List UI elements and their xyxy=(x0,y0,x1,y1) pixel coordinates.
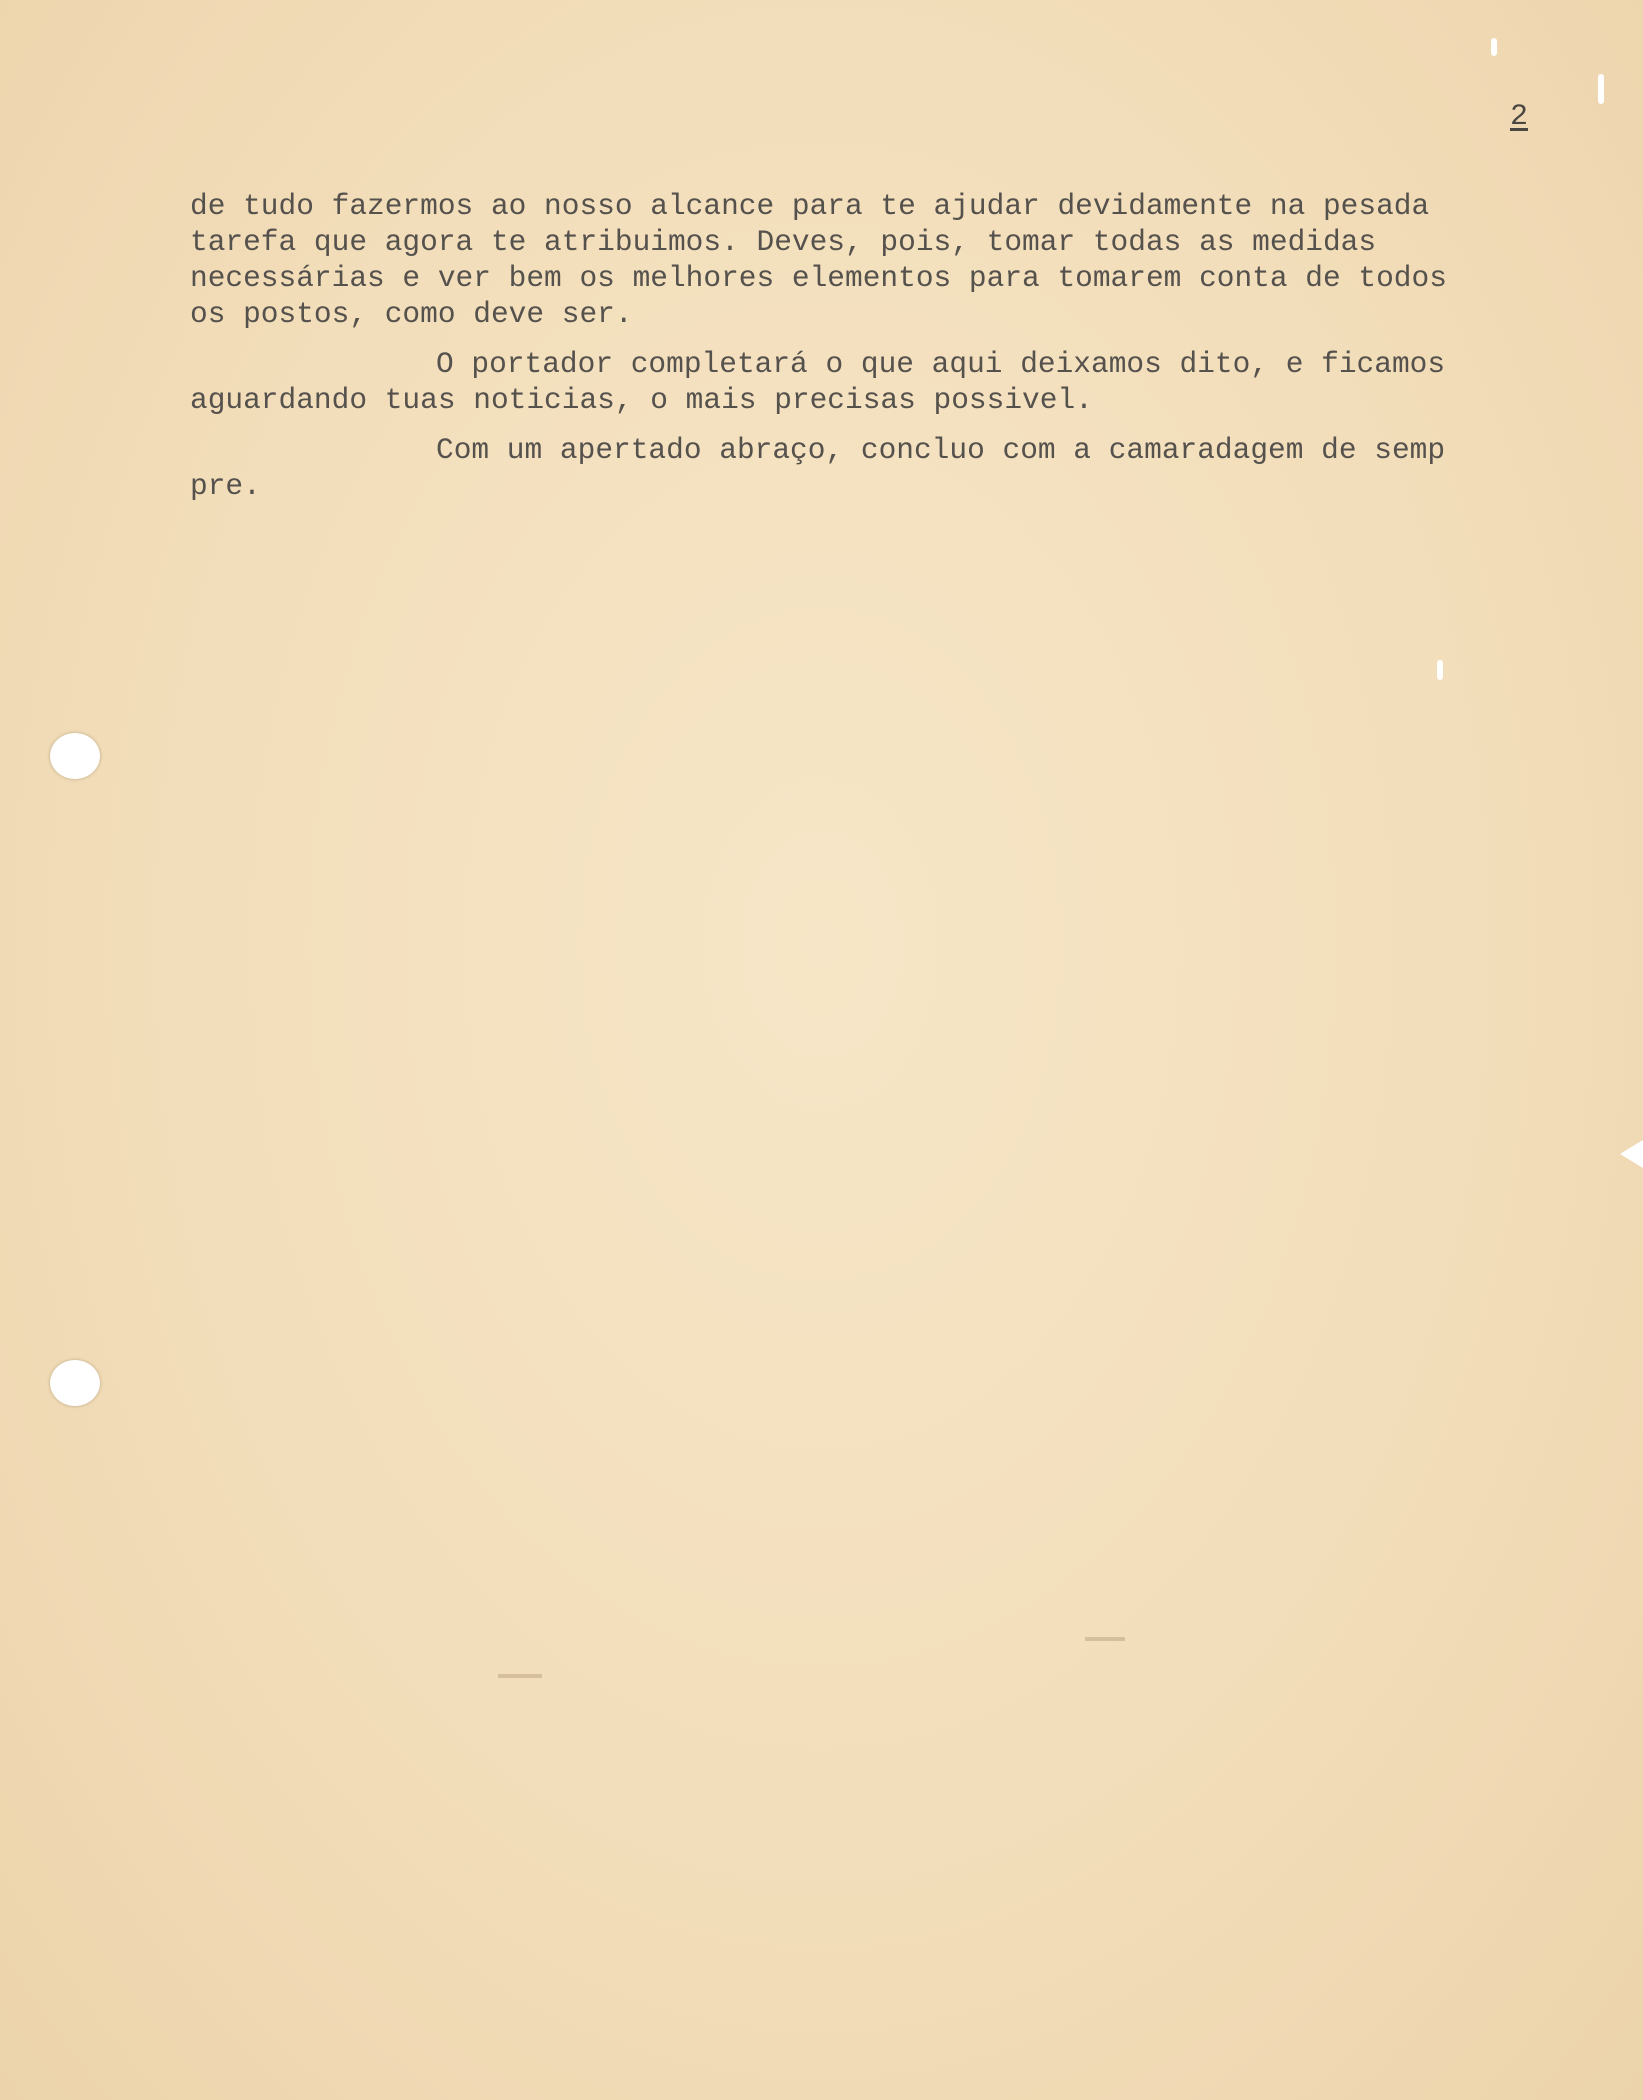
text-line: aguardando tuas noticias, o mais precisas possivel. xyxy=(190,383,1093,417)
page-number: 2 xyxy=(1510,100,1529,134)
text-line: pre. xyxy=(190,469,261,503)
punch-hole xyxy=(50,733,100,779)
paragraph xyxy=(190,346,1630,418)
letter-body xyxy=(190,188,1630,518)
text-line: necessárias e ver bem os melhores elementos para tomarem conta de todos xyxy=(190,261,1447,295)
ink-smudge xyxy=(1085,1637,1125,1641)
text-line: os postos, como deve ser. xyxy=(190,297,633,331)
punch-hole xyxy=(50,1360,100,1406)
text-line: tarefa que agora te atribuimos. Deves, pois, tomar todas as medidas xyxy=(190,225,1377,259)
text-line: O portador completará o que aqui deixamos dito, e ficamos xyxy=(436,347,1446,381)
paper-tear-mark xyxy=(1598,74,1604,104)
text-line: de tudo fazermos ao nosso alcance para te ajudar devidamente na pesada xyxy=(190,189,1430,223)
text-line: Com um apertado abraço, concluo com a camaradagem de semp xyxy=(436,433,1446,467)
paper-edge-notch xyxy=(1620,1140,1643,1168)
paper-tear-mark xyxy=(1491,38,1497,56)
paper-tear-mark xyxy=(1437,660,1443,680)
paragraph xyxy=(190,188,1630,332)
ink-smudge xyxy=(498,1674,542,1678)
paragraph xyxy=(190,432,1630,504)
